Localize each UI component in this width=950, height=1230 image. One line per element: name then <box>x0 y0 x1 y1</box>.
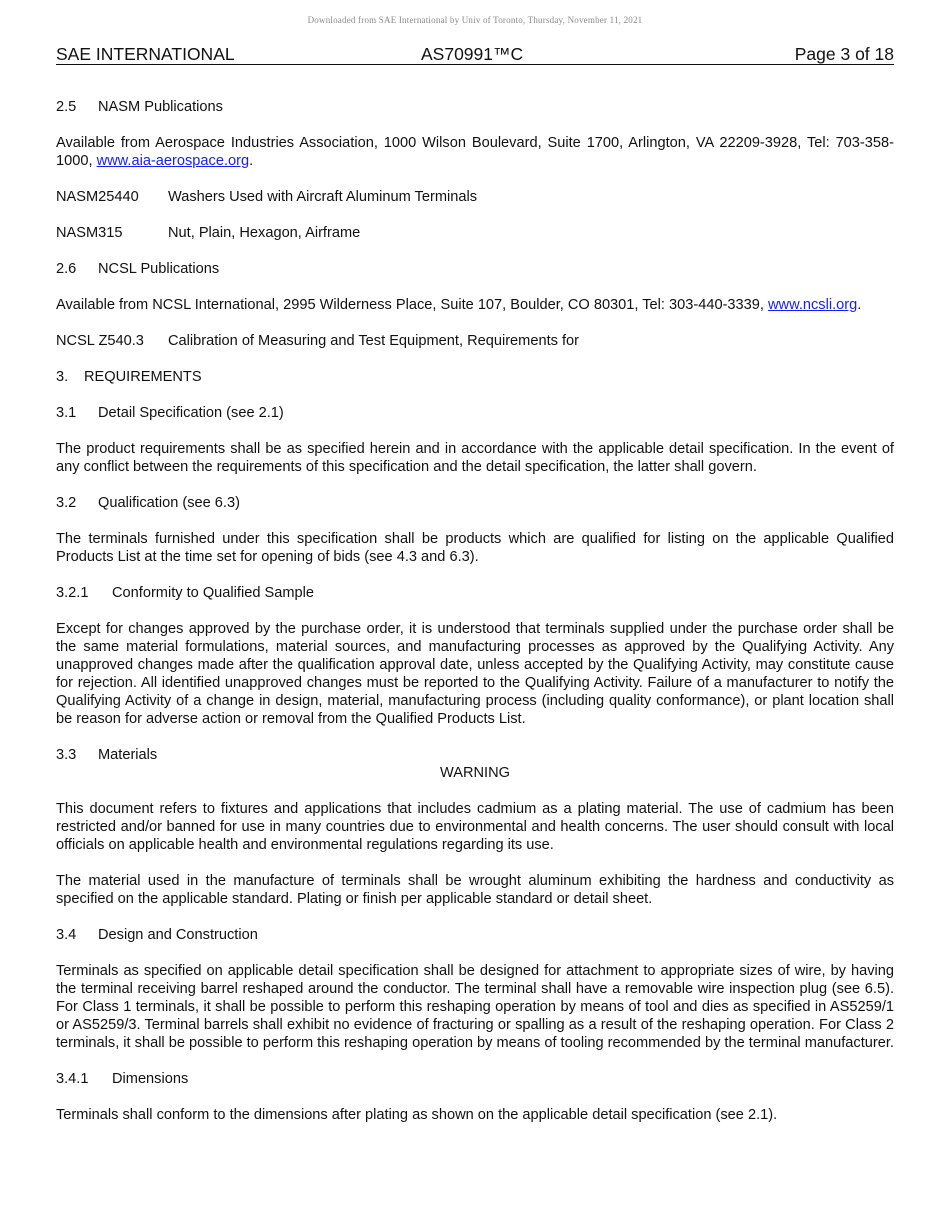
paragraph: Available from Aerospace Industries Association, 1000 Wilson Boulevard, Suite 1700, Arlington, VA 22209-3928, Tel: 703-358-1000, www.aia-aerospace.org. <box>56 135 894 169</box>
section-number: 3.4 <box>56 927 77 943</box>
section-heading <box>56 1070 894 1088</box>
section-title: NCSL Publications <box>98 261 220 277</box>
ncsli-link[interactable]: www.ncsli.org <box>768 297 858 313</box>
header-doc-number: AS70991™C <box>421 44 524 64</box>
section-title: Detail Specification (see 2.1) <box>98 405 284 421</box>
section-heading <box>56 98 894 116</box>
section-title: Materials <box>98 747 158 763</box>
section-number: 2.6 <box>56 261 77 277</box>
availability-text: Available from Aerospace Industries Association, 1000 Wilson Boulevard, Suite 1700, Arlington, VA 22209-3928, Tel: 703-358-1000, <box>56 135 894 169</box>
section-number: 3.3 <box>56 747 77 763</box>
warning-text: This document refers to fixtures and applications that includes cadmium as a plating material. The use of cadmium has been restricted and/or banned for use in many countries due to environmental and health concerns. The user should consult with local officials on applicable health and environmental regulations regarding its use. <box>56 801 894 853</box>
page-body <box>56 98 894 1124</box>
section-title: NASM Publications <box>98 99 223 115</box>
section-number: 3.1 <box>56 405 77 421</box>
download-watermark: Downloaded from SAE International by Univ of Toronto, Thursday, November 11, 2021 <box>307 15 643 25</box>
paragraph: Available from NCSL International, 2995 Wilderness Place, Suite 107, Boulder, CO 80301, Tel: 303-440-3339, www.ncsli.org. <box>56 297 862 313</box>
reference-title: Washers Used with Aircraft Aluminum Terminals <box>168 189 477 205</box>
section-number: 3. <box>56 369 69 385</box>
paragraph: Except for changes approved by the purchase order, it is understood that terminals supplied under the purchase order shall be the same material formulations, material sources, and manufacturing processes as approved by the Qualifying Activity. Any unapproved changes made after the qualification approval date, unless accepted by the Qualifying Activity, may constitute cause for rejection. All identified unapproved changes must be reported to the Qualifying Activity. Failure of a manufacturer to notify the Qualifying Activity of a change in design, material, manufacturing process (including quality conformance), or plant location shall be reason for adverse action or removal from the Qualified Products List. <box>56 621 894 727</box>
header-page-number: Page 3 of 18 <box>794 44 894 64</box>
paragraph: Terminals as specified on applicable detail specification shall be designed for attachment to appropriate sizes of wire, by having the terminal receiving barrel reshaped around the conductor. The terminal shall have a removable wire inspection plug (see 6.5). For Class 1 terminals, it shall be possible to perform this reshaping operation by means of tool and dies as specified in AS5259/1 or AS5259/3. Terminal barrels shall exhibit no evidence of fracturing or spalling as a result of the reshaping operation. For Class 2 terminals, it shall be possible to perform this reshaping operation by means of tooling recommended by the terminal manufacturer. <box>56 963 894 1051</box>
running-header <box>56 44 894 65</box>
reference-code: NASM315 <box>56 225 123 241</box>
section-number: 3.2 <box>56 495 77 511</box>
section-heading <box>56 260 894 278</box>
section-number: 2.5 <box>56 99 77 115</box>
paragraph: Terminals shall conform to the dimensions after plating as shown on the applicable detail specification (see 2.1). <box>56 1107 778 1123</box>
section-number: 3.4.1 <box>56 1071 89 1087</box>
reference-code: NCSL Z540.3 <box>56 333 144 349</box>
section-heading <box>56 584 894 602</box>
availability-text: Available from NCSL International, 2995 Wilderness Place, Suite 107, Boulder, CO 80301, Tel: 303-440-3339, <box>56 297 764 313</box>
aia-link[interactable]: www.aia-aerospace.org <box>96 153 250 169</box>
warning-title: WARNING <box>440 765 510 781</box>
section-heading <box>56 926 894 944</box>
reference-entry <box>56 224 894 242</box>
section-title: Qualification (see 6.3) <box>98 495 240 511</box>
section-title: Dimensions <box>112 1071 189 1087</box>
paragraph: The material used in the manufacture of terminals shall be wrought aluminum exhibiting the hardness and conductivity as specified on the applicable standard. Plating or finish per applicable standard or detail sheet. <box>56 873 894 907</box>
section-title: Design and Construction <box>98 927 258 943</box>
section-number: 3.2.1 <box>56 585 89 601</box>
reference-code: NASM25440 <box>56 189 139 205</box>
reference-entry <box>56 332 894 350</box>
section-heading <box>56 404 894 422</box>
reference-entry <box>56 188 894 206</box>
section-title: REQUIREMENTS <box>84 369 202 385</box>
section-title: Conformity to Qualified Sample <box>112 585 314 601</box>
header-org: SAE INTERNATIONAL <box>56 44 235 64</box>
paragraph: The terminals furnished under this specification shall be products which are qualified for listing on the applicable Qualified Products List at the time set for opening of bids (see 4.3 and 6.3). <box>56 531 894 565</box>
section-heading <box>56 494 894 512</box>
section-heading <box>56 746 894 764</box>
paragraph: The product requirements shall be as specified herein and in accordance with the applicable detail specification. In the event of any conflict between the requirements of this specification and the detail specification, the latter shall govern. <box>56 441 894 475</box>
section-heading <box>56 368 894 386</box>
reference-title: Nut, Plain, Hexagon, Airframe <box>168 225 361 241</box>
reference-title: Calibration of Measuring and Test Equipment, Requirements for <box>168 333 580 349</box>
